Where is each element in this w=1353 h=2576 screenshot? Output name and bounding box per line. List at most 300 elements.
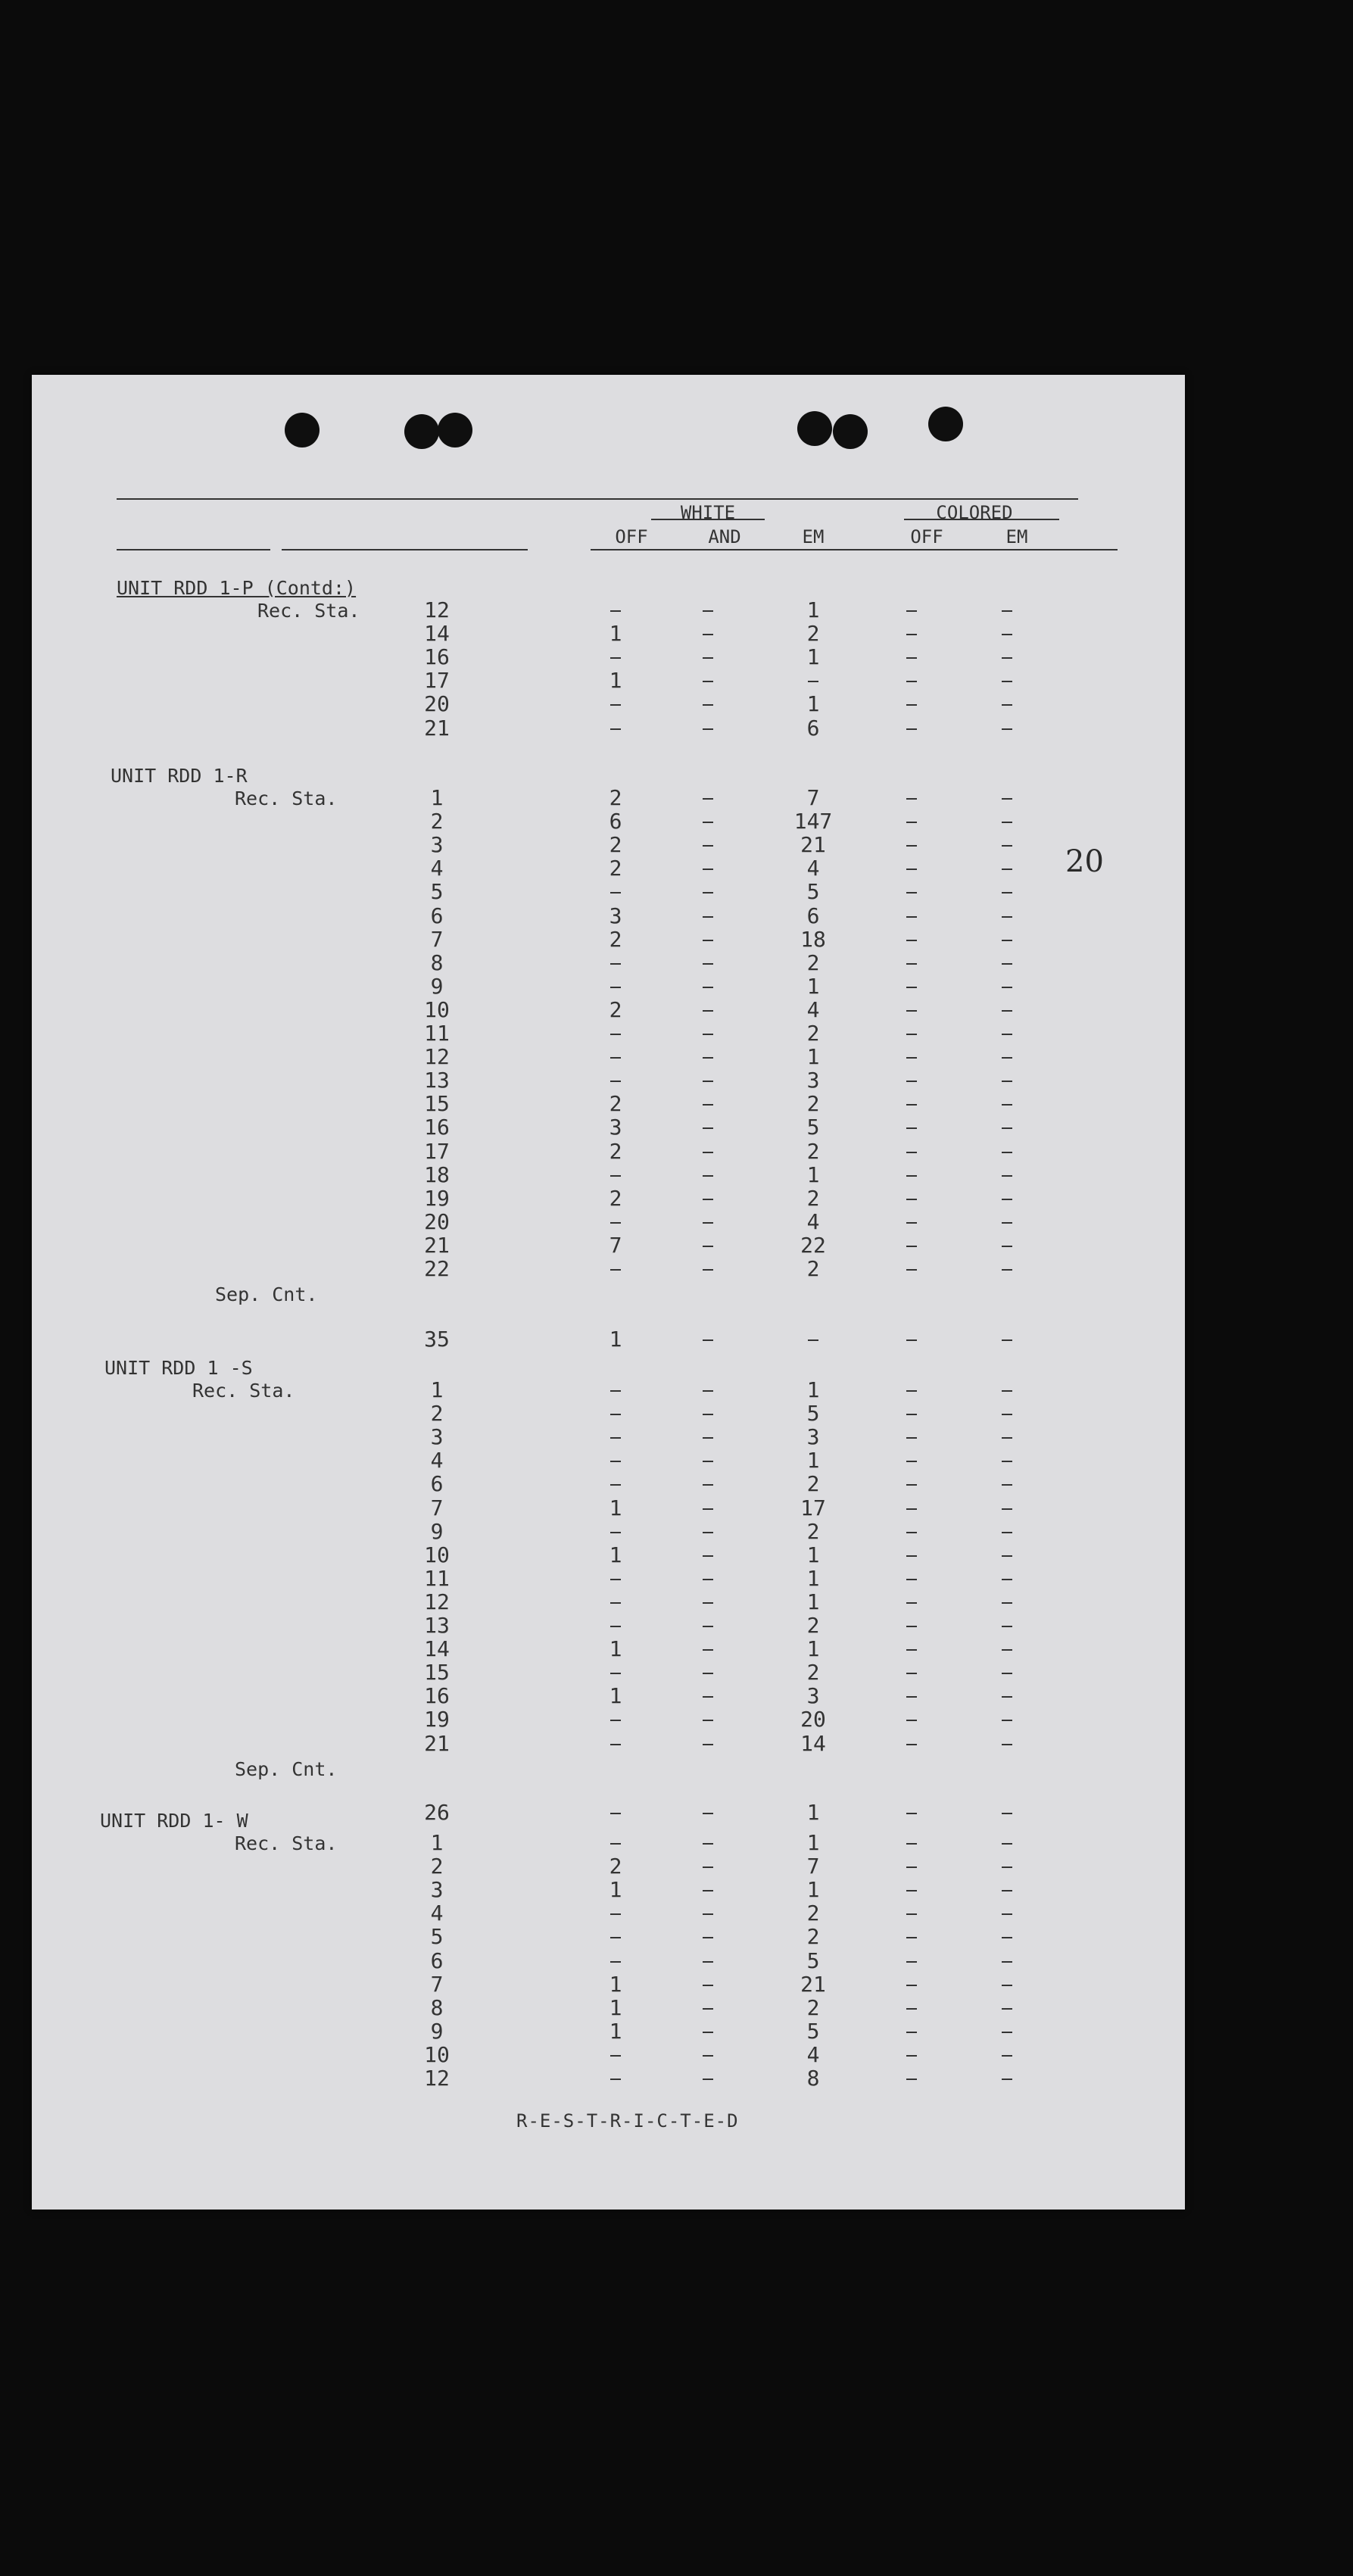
dash-white-and (703, 822, 713, 823)
dash-white-and (703, 892, 713, 893)
cell-white-off: 2 (609, 832, 622, 858)
table-row-number: 19 (424, 1185, 450, 1211)
unit-heading: UNIT RDD 1-P (Contd:) (117, 577, 357, 599)
cell-white-off: 1 (609, 1877, 622, 1903)
cell-white-off: 1 (609, 621, 622, 647)
dash-colored-off (906, 1508, 917, 1510)
dash-colored-off (906, 1961, 917, 1963)
table-row-number: 5 (430, 1924, 444, 1950)
dash-colored-em (1002, 728, 1012, 730)
dash-colored-off (906, 634, 917, 635)
dash-white-and (703, 1057, 713, 1059)
cell-white-off: 2 (609, 926, 622, 952)
dash-colored-off (906, 1937, 917, 1938)
punch-hole (797, 411, 832, 446)
dash-white-and (703, 1484, 713, 1486)
cell-white-em: 1 (806, 1542, 820, 1567)
dash-colored-em (1002, 1579, 1012, 1580)
dash-white-off (610, 1269, 621, 1271)
table-row-number: 5 (430, 879, 444, 905)
dash-white-off (610, 1175, 621, 1177)
table-row-number: 15 (424, 1091, 450, 1117)
header-top-rule (117, 498, 1078, 500)
cell-white-em: 2 (806, 1256, 820, 1281)
dash-white-and (703, 1104, 713, 1106)
cell-white-em: 2 (806, 950, 820, 975)
dash-colored-em (1002, 1104, 1012, 1106)
dash-white-off (610, 2079, 621, 2080)
table-row-number: 3 (430, 1877, 444, 1903)
table-row-number: 1 (430, 1830, 444, 1855)
dash-white-and (703, 1010, 713, 1012)
table-row-number: 1 (430, 1377, 444, 1402)
dash-white-off (610, 1579, 621, 1580)
dash-white-and (703, 1437, 713, 1439)
cell-white-em: 5 (806, 1115, 820, 1140)
dash-white-off (610, 963, 621, 965)
cell-white-off: 1 (609, 1636, 622, 1662)
sep-count-label: Sep. Cnt. (215, 1283, 318, 1306)
dash-white-and (703, 1720, 713, 1721)
cell-white-em: 8 (806, 2066, 820, 2091)
cell-white-em: 1 (806, 1877, 820, 1903)
dash-white-and (703, 1508, 713, 1510)
dash-colored-off (906, 845, 917, 847)
dash-colored-em (1002, 1961, 1012, 1963)
dash-colored-em (1002, 1626, 1012, 1627)
dash-colored-off (906, 704, 917, 706)
sep-row-number: 35 (424, 1327, 450, 1352)
table-row-number: 15 (424, 1660, 450, 1686)
table-row-number: 9 (430, 2018, 444, 2044)
dash-colored-off (906, 963, 917, 965)
cell-white-em: 17 (800, 1495, 826, 1520)
dash-white-and (703, 1961, 713, 1963)
dash-colored-off (906, 1034, 917, 1035)
dash-white-and (703, 634, 713, 635)
cell-white-off: 1 (609, 1971, 622, 1997)
cell-white-em: 1 (806, 1162, 820, 1187)
cell-white-off: 2 (609, 1138, 622, 1164)
dash-colored-off (906, 1414, 917, 1415)
cell-white-em: 3 (806, 1424, 820, 1450)
cell-white-em: 4 (806, 1208, 820, 1234)
dash-colored-off (906, 1720, 917, 1721)
dash-white-and (703, 1390, 713, 1392)
dash-white-and (703, 1696, 713, 1698)
dash-colored-off (906, 1127, 917, 1129)
dash-colored-off (906, 1579, 917, 1580)
cell-white-off: 3 (609, 1115, 622, 1140)
table-row-number: 21 (424, 1232, 450, 1258)
dash-white-em (808, 681, 818, 682)
dash-colored-off (906, 1390, 917, 1392)
dash-white-off (610, 2055, 621, 2057)
dash-colored-off (906, 681, 917, 682)
dash-colored-em (1002, 869, 1012, 870)
punch-hole (285, 413, 320, 448)
table-row-number: 2 (430, 809, 444, 834)
dash-white-and (703, 1913, 713, 1915)
dash-white-and (703, 1199, 713, 1200)
cell-white-em: 3 (806, 1068, 820, 1093)
cell-white-em: 2 (806, 1091, 820, 1117)
dash-colored-em (1002, 845, 1012, 847)
dash-colored-off (906, 1057, 917, 1059)
unit-heading: UNIT RDD 1- W (100, 1810, 248, 1832)
dash-colored-off (906, 2079, 917, 2080)
cell-white-off: 1 (609, 1495, 622, 1520)
dash-colored-off (906, 987, 917, 988)
dash-colored-off (906, 1696, 917, 1698)
table-row-number: 14 (424, 621, 450, 647)
dash-colored-em (1002, 1127, 1012, 1129)
dash-colored-off (906, 2032, 917, 2033)
document-page (32, 375, 1185, 2210)
dash-colored-off (906, 1222, 917, 1224)
table-row-number: 4 (430, 1448, 444, 1474)
table-row-number: 2 (430, 1401, 444, 1427)
cell-white-em: 1 (806, 691, 820, 717)
cell-white-off: 1 (609, 1994, 622, 2020)
dash-colored-em (1002, 1010, 1012, 1012)
cell-white-em: 18 (800, 926, 826, 952)
dash-white-off (610, 1626, 621, 1627)
dash-colored-em (1002, 1269, 1012, 1271)
dash-colored-off (906, 1246, 917, 1247)
cell-white-em: 2 (806, 1138, 820, 1164)
dash-white-and (703, 2055, 713, 2057)
dash-colored-em (1002, 610, 1012, 612)
page-number: 20 (1065, 844, 1104, 879)
cell-white-off: 7 (609, 1232, 622, 1258)
cell-white-em: 1 (806, 1799, 820, 1825)
station-label: Rec. Sta. (235, 787, 338, 809)
dash-colored-em (1002, 892, 1012, 893)
dash-colored-off (906, 1602, 917, 1604)
cell-white-em: 6 (806, 715, 820, 741)
cell-white-off: 1 (609, 1683, 622, 1709)
station-label: Rec. Sta. (235, 1832, 338, 1854)
cell-white-em: 20 (800, 1707, 826, 1732)
dash-white-and (703, 1127, 713, 1129)
cell-white-em: 1 (806, 597, 820, 622)
table-row-number: 4 (430, 1901, 444, 1926)
sep-count-label: Sep. Cnt. (235, 1757, 338, 1780)
dash-colored-em (1002, 2008, 1012, 2010)
cell-white-em: 6 (806, 903, 820, 928)
table-row-number: 11 (424, 1565, 450, 1591)
dash-colored-em (1002, 1913, 1012, 1915)
cell-white-em: 2 (806, 1613, 820, 1638)
dash-colored-off (906, 798, 917, 800)
dash-white-and (703, 1602, 713, 1604)
cell-white-em: 21 (800, 1971, 826, 1997)
cell-white-em: 1 (806, 1565, 820, 1591)
dash-colored-em (1002, 1390, 1012, 1392)
cell-white-em: 7 (806, 1854, 820, 1879)
cell-white-em: 1 (806, 1636, 820, 1662)
dash-white-and (703, 2079, 713, 2080)
restricted-footer: R-E-S-T-R-I-C-T-E-D (516, 2110, 739, 2132)
dash-white-and (703, 1269, 713, 1271)
cell-white-em: 4 (806, 996, 820, 1022)
table-row-number: 16 (424, 1115, 450, 1140)
dash-white-off (610, 1673, 621, 1674)
dash-colored-off (906, 1461, 917, 1462)
cell-white-em: 4 (806, 856, 820, 881)
dash-white-and (703, 728, 713, 730)
cell-white-off: 2 (609, 996, 622, 1022)
dash-colored-off (906, 1104, 917, 1106)
dash-white-off (610, 1937, 621, 1938)
dash-colored-em (1002, 1602, 1012, 1604)
dash-white-off (610, 892, 621, 893)
cell-white-em: 2 (806, 1660, 820, 1686)
dash-colored-em (1002, 1414, 1012, 1415)
dash-white-and (703, 1414, 713, 1415)
dash-colored-off (906, 1985, 917, 1986)
cell-white-em: 5 (806, 1401, 820, 1427)
unit-heading: UNIT RDD 1-R (111, 765, 248, 787)
cell-white-em: 1 (806, 1377, 820, 1402)
dash-white-off (610, 1913, 621, 1915)
cell-white-em: 147 (793, 809, 833, 834)
dash-white-and (703, 1890, 713, 1891)
dash-colored-em (1002, 822, 1012, 823)
cell-white-em: 2 (806, 1518, 820, 1544)
dash-white-and (703, 1034, 713, 1035)
dash-colored-off (906, 1175, 917, 1177)
dash-white-and (703, 1673, 713, 1674)
cell-white-em: 1 (806, 1044, 820, 1070)
column-header-white-off: OFF (615, 526, 648, 547)
cell-white-off: 1 (609, 2018, 622, 2044)
station-label: Rec. Sta. (257, 600, 360, 622)
dash-colored-off (906, 1484, 917, 1486)
cell-white-em: 1 (806, 1830, 820, 1855)
punch-hole (833, 414, 868, 449)
dash-white-off (610, 1461, 621, 1462)
dash-colored-em (1002, 940, 1012, 941)
table-row-number: 6 (430, 1471, 444, 1497)
dash-colored-em (1002, 1081, 1012, 1082)
table-row-number: 17 (424, 1138, 450, 1164)
dash-colored-em (1002, 987, 1012, 988)
table-row-number: 16 (424, 1683, 450, 1709)
dash-colored-off (906, 892, 917, 893)
cell-white-em: 21 (800, 832, 826, 858)
cell-white-em: 22 (800, 1232, 826, 1258)
dash-colored-em (1002, 1843, 1012, 1845)
table-row-number: 7 (430, 1495, 444, 1520)
dash-colored-off (906, 610, 917, 612)
table-row-number: 7 (430, 1971, 444, 1997)
dash-colored-em (1002, 1555, 1012, 1557)
dash-white-and (703, 1579, 713, 1580)
dash-colored-em (1002, 2079, 1012, 2080)
dash-white-off (610, 1532, 621, 1533)
cell-white-off: 2 (609, 785, 622, 810)
dash-white-and (703, 987, 713, 988)
dash-colored-em (1002, 1057, 1012, 1059)
table-row-number: 14 (424, 1636, 450, 1662)
dash-white-off (610, 1843, 621, 1845)
cell-white-off: 2 (609, 1091, 622, 1117)
cell-white-em: 3 (806, 1683, 820, 1709)
dash-white-off (610, 1081, 621, 1082)
dash-colored-off (906, 1913, 917, 1915)
dash-colored-em (1002, 2055, 1012, 2057)
punch-hole (928, 407, 963, 441)
dash-colored-em (1002, 1890, 1012, 1891)
dash-colored-em (1002, 1532, 1012, 1533)
table-row-number: 22 (424, 1256, 450, 1281)
table-row-number: 10 (424, 996, 450, 1022)
cell-white-em: 4 (806, 2041, 820, 2067)
dash-white-and (703, 704, 713, 706)
punch-hole (438, 413, 472, 448)
dash-colored-em (1002, 798, 1012, 800)
dash-white-and (703, 940, 713, 941)
cell-white-em: 2 (806, 621, 820, 647)
cell-white-em: 2 (806, 1021, 820, 1046)
table-row-number: 2 (430, 1854, 444, 1879)
sep-row-number: 26 (424, 1799, 450, 1825)
cell-white-em: 2 (806, 1994, 820, 2020)
dash-colored-em (1002, 1937, 1012, 1938)
dash-white-and (703, 1339, 713, 1341)
dash-white-and (703, 681, 713, 682)
dash-colored-off (906, 1339, 917, 1341)
table-row-number: 10 (424, 2041, 450, 2067)
dash-colored-em (1002, 1461, 1012, 1462)
dash-colored-off (906, 1437, 917, 1439)
column-header-white-em: EM (802, 526, 825, 547)
table-row-number: 3 (430, 832, 444, 858)
dash-colored-em (1002, 1744, 1012, 1745)
dash-white-and (703, 1937, 713, 1938)
dash-colored-em (1002, 1199, 1012, 1200)
dash-white-off (610, 1057, 621, 1059)
dash-colored-em (1002, 1034, 1012, 1035)
table-row-number: 11 (424, 1021, 450, 1046)
dash-colored-em (1002, 1673, 1012, 1674)
dash-white-off (610, 704, 621, 706)
dash-colored-em (1002, 1813, 1012, 1814)
dash-white-and (703, 1081, 713, 1082)
dash-white-and (703, 798, 713, 800)
cell-white-off: 2 (609, 1185, 622, 1211)
dash-white-off (610, 1961, 621, 1963)
table-row-number: 13 (424, 1613, 450, 1638)
cell-white-em: 2 (806, 1185, 820, 1211)
dash-white-and (703, 657, 713, 659)
dash-white-and (703, 610, 713, 612)
dash-colored-off (906, 1744, 917, 1745)
table-row-number: 13 (424, 1068, 450, 1093)
dash-white-and (703, 845, 713, 847)
dash-colored-em (1002, 2032, 1012, 2033)
dash-white-and (703, 2008, 713, 2010)
cell-white-em: 5 (806, 2018, 820, 2044)
dash-white-off (610, 1602, 621, 1604)
punch-hole (404, 414, 439, 449)
column-header-white-and: AND (708, 526, 741, 547)
column-header-colored-em: EM (1005, 526, 1028, 547)
dash-white-and (703, 1626, 713, 1627)
table-row-number: 12 (424, 2066, 450, 2091)
dash-white-and (703, 1843, 713, 1845)
dash-colored-em (1002, 1222, 1012, 1224)
dash-white-off (610, 987, 621, 988)
cell-white-em: 1 (806, 973, 820, 999)
cell-white-em: 1 (806, 644, 820, 670)
dash-colored-em (1002, 1696, 1012, 1698)
table-row-number: 8 (430, 950, 444, 975)
station-label: Rec. Sta. (192, 1380, 295, 1402)
dash-colored-em (1002, 681, 1012, 682)
dash-colored-off (906, 1532, 917, 1533)
cell-white-em: 5 (806, 879, 820, 905)
dash-white-off (610, 1744, 621, 1745)
white-group-header: WHITE (680, 502, 736, 523)
dash-white-off (610, 657, 621, 659)
dash-white-off (610, 1222, 621, 1224)
table-row-number: 12 (424, 597, 450, 622)
dash-colored-off (906, 916, 917, 918)
dash-colored-off (906, 1199, 917, 1200)
dash-colored-off (906, 940, 917, 941)
dash-colored-off (906, 1555, 917, 1557)
dash-white-and (703, 1222, 713, 1224)
table-row-number: 12 (424, 1044, 450, 1070)
unit-heading: UNIT RDD 1 -S (104, 1357, 253, 1379)
dash-colored-off (906, 1890, 917, 1891)
dash-white-and (703, 1985, 713, 1986)
dash-colored-off (906, 1626, 917, 1627)
dash-colored-em (1002, 1985, 1012, 1986)
dash-colored-off (906, 1010, 917, 1012)
cell-white-off: 1 (609, 668, 622, 694)
dash-colored-em (1002, 1339, 1012, 1341)
table-row-number: 19 (424, 1707, 450, 1732)
dash-colored-off (906, 1152, 917, 1153)
cell-white-off: 1 (609, 1542, 622, 1567)
table-row-number: 3 (430, 1424, 444, 1450)
dash-colored-em (1002, 963, 1012, 965)
dash-colored-em (1002, 1152, 1012, 1153)
dash-colored-em (1002, 634, 1012, 635)
dash-colored-off (906, 657, 917, 659)
dash-white-and (703, 869, 713, 870)
dash-white-and (703, 2032, 713, 2033)
dash-white-and (703, 1867, 713, 1868)
dash-white-and (703, 1649, 713, 1651)
dash-white-off (610, 728, 621, 730)
dash-white-and (703, 1246, 713, 1247)
dash-colored-em (1002, 1437, 1012, 1439)
dash-colored-off (906, 1843, 917, 1845)
dash-colored-em (1002, 1720, 1012, 1721)
dash-colored-off (906, 1081, 917, 1082)
dash-white-off (610, 1813, 621, 1814)
dash-white-and (703, 1175, 713, 1177)
table-row-number: 7 (430, 926, 444, 952)
table-row-number: 1 (430, 785, 444, 810)
table-row-number: 6 (430, 1948, 444, 1973)
dash-colored-off (906, 1673, 917, 1674)
